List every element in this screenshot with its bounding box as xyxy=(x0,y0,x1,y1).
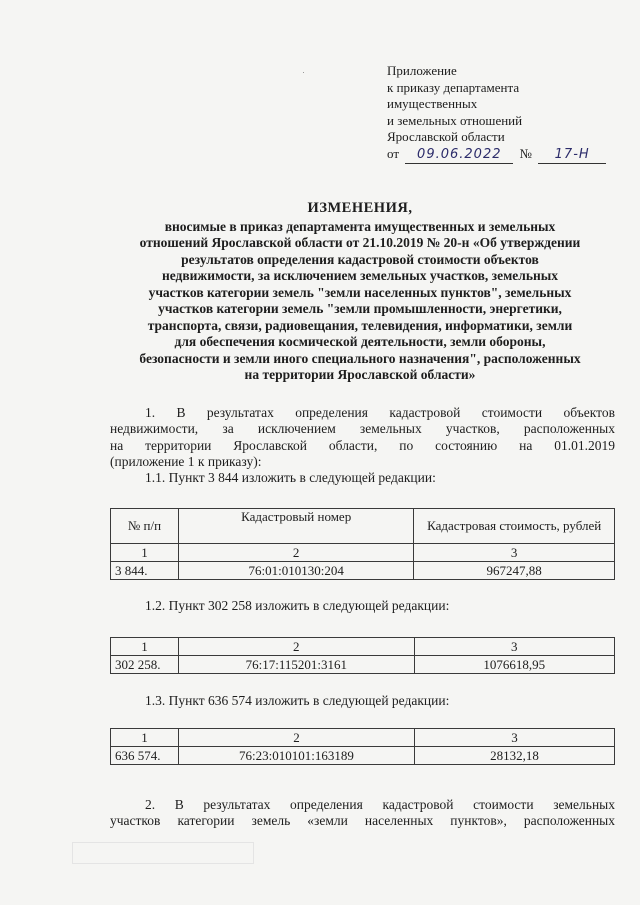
section-1-paragraph xyxy=(110,405,615,486)
item-1-3: 1.3. Пункт 636 574 изложить в следующей редакции: xyxy=(145,693,450,708)
handwritten-number xyxy=(538,146,606,165)
table-index-row xyxy=(111,729,615,747)
section-2-paragraph xyxy=(110,797,615,830)
table-index-row xyxy=(111,544,615,562)
row-cadastral-number: 76:17:115201:3161 xyxy=(179,656,415,674)
table-item-3844 xyxy=(110,508,615,580)
row-cadastral-value: 1076618,95 xyxy=(414,656,614,674)
paragraph-line: недвижимости, за исключением земельных участков, расположенных xyxy=(110,421,615,437)
table-header-row xyxy=(111,509,615,544)
number-value: 17-Н xyxy=(554,146,590,162)
handwritten-date xyxy=(405,146,513,165)
row-cadastral-value: 28132,18 xyxy=(414,747,614,765)
title-main: ИЗМЕНЕНИЯ, xyxy=(307,200,413,216)
paragraph-line: 1. В результатах определения кадастровой стоимости объектов xyxy=(145,405,615,420)
title-line: недвижимости, за исключением земельных участков, земельных xyxy=(161,268,559,283)
table-row xyxy=(111,562,615,580)
title-line: участков категории земель "земли населенных пунктов", земельных xyxy=(148,284,572,300)
header-cadastral-number: Кадастровый номер xyxy=(178,509,413,544)
title-line: вносимые в приказ департамента имущественных и земельных xyxy=(164,218,556,234)
table-item-636574 xyxy=(110,728,615,765)
index-cell: 1 xyxy=(111,544,179,562)
table-item-302258 xyxy=(110,637,615,674)
index-cell: 3 xyxy=(414,638,614,656)
appendix-line: имущественных xyxy=(387,96,478,111)
item-1-2: 1.2. Пункт 302 258 изложить в следующей редакции: xyxy=(145,598,450,613)
row-number: 636 574. xyxy=(111,747,179,765)
row-number: 302 258. xyxy=(111,656,179,674)
title-line: отношений Ярославской области от 21.10.2019 № 20-н «Об утверждении xyxy=(139,235,581,250)
appendix-date-line xyxy=(387,146,627,165)
table-row xyxy=(111,747,615,765)
paragraph-line: на территории Ярославской области, по состоянию на 01.01.2019 xyxy=(110,437,615,453)
row-cadastral-number: 76:01:010130:204 xyxy=(178,562,413,580)
appendix-line: к приказу департамента xyxy=(387,79,520,95)
row-number: 3 844. xyxy=(111,562,179,580)
appendix-line: Приложение xyxy=(387,63,457,78)
header-cadastral-value: Кадастровая стоимость, рублей xyxy=(414,509,615,544)
table-row xyxy=(111,656,615,674)
item-1-2-paragraph xyxy=(110,598,615,614)
paragraph-line: 2. В результатах определения кадастровой стоимости земельных xyxy=(145,797,615,812)
number-label: № xyxy=(519,145,532,161)
title-line: транспорта, связи, радиовещания, телевидения, информатики, земли xyxy=(147,317,573,333)
index-cell: 1 xyxy=(111,638,179,656)
paragraph-line: участков категории земель «земли населенных пунктов», расположенных xyxy=(110,813,615,829)
index-cell: 2 xyxy=(178,544,413,562)
row-cadastral-number: 76:23:010101:163189 xyxy=(179,747,415,765)
title-line: безопасности и земли иного специального назначения", расположенных xyxy=(139,350,581,366)
title-line: участков категории земель "земли промышленности, энергетики, xyxy=(158,301,562,316)
from-label: от xyxy=(387,145,400,161)
paragraph-line: (приложение 1 к приказу): xyxy=(110,453,262,469)
title-line: на территории Ярославской области» xyxy=(244,367,476,382)
index-cell: 2 xyxy=(179,638,415,656)
appendix-line: и земельных отношений xyxy=(387,112,523,128)
date-value: 09.06.2022 xyxy=(417,146,502,162)
faded-stamp xyxy=(72,842,254,864)
index-cell: 1 xyxy=(111,729,179,747)
index-cell: 3 xyxy=(414,544,615,562)
document-title xyxy=(100,200,620,384)
item-1-3-paragraph xyxy=(110,693,615,709)
header-number: № п/п xyxy=(111,509,179,544)
index-cell: 3 xyxy=(414,729,614,747)
table-index-row xyxy=(111,638,615,656)
item-1-1: 1.1. Пункт 3 844 изложить в следующей редакции: xyxy=(145,470,436,486)
index-cell: 2 xyxy=(179,729,415,747)
scan-speck xyxy=(303,72,304,73)
appendix-header xyxy=(387,63,627,164)
row-cadastral-value: 967247,88 xyxy=(414,562,615,580)
title-line: результатов определения кадастровой стоимости объектов xyxy=(181,251,539,267)
appendix-line: Ярославской области xyxy=(387,129,505,144)
title-line: для обеспечения космической деятельности, земли обороны, xyxy=(174,334,546,349)
